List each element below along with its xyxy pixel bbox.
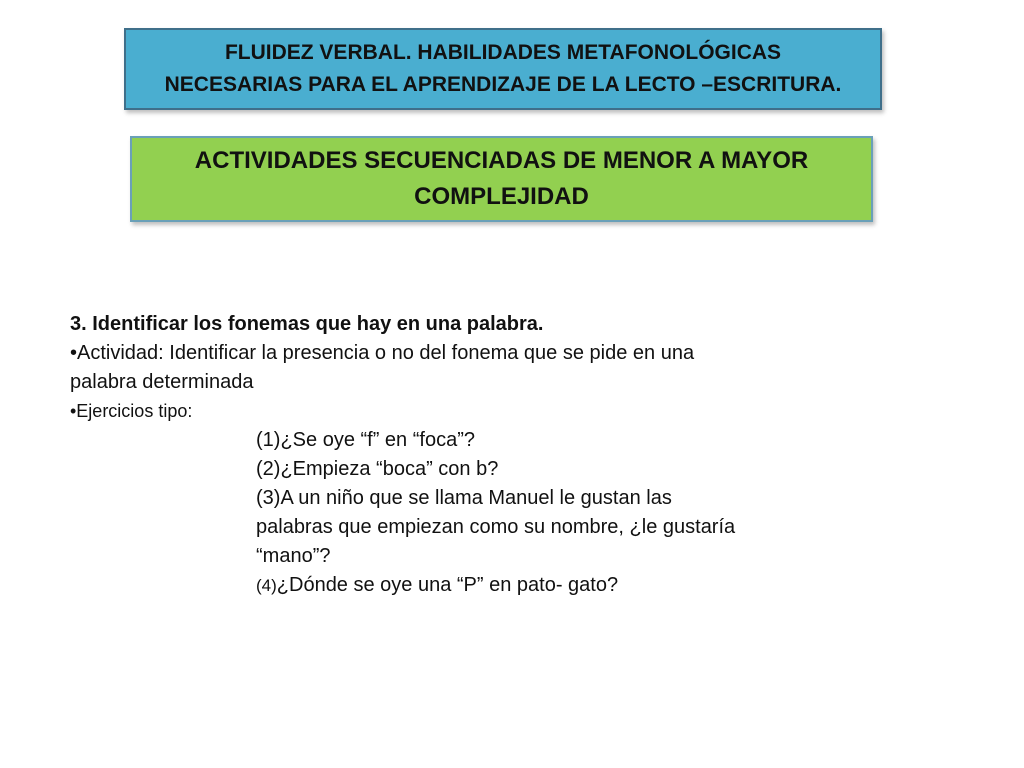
exercise-text: ¿Dónde se oye una “P” en pato- gato?: [276, 574, 619, 596]
exercise-item-3-cont: [256, 513, 900, 542]
exercise-item-3: [256, 484, 900, 513]
exercise-text: A un niño que se llama Manuel le gustan las: [280, 487, 672, 509]
exercise-text: “mano”?: [256, 545, 331, 567]
content-body: [70, 310, 900, 600]
section-heading: 3. Identificar los fonemas que hay en una palabra.: [70, 313, 544, 335]
exercise-text: ¿Empieza “boca” con b?: [280, 458, 499, 480]
exercise-text: ¿Se oye “f” en “foca”?: [280, 429, 475, 451]
subtitle-banner: [130, 136, 873, 222]
title-line-1: FLUIDEZ VERBAL. HABILIDADES METAFONOLÓGICAS: [224, 41, 782, 64]
exercise-list: [256, 426, 900, 600]
exercise-item-1: [256, 426, 900, 455]
title-line-2: NECESARIAS PARA EL APRENDIZAJE DE LA LECTO –ESCRITURA.: [164, 73, 842, 96]
subtitle-line-2: COMPLEJIDAD: [414, 183, 589, 210]
activity-line-2: palabra determinada: [70, 371, 254, 393]
exercise-number: (1): [256, 429, 281, 451]
title-banner: [124, 28, 882, 110]
exercise-number: (2): [256, 458, 281, 480]
activity-line-1: •Actividad: Identificar la presencia o no del fonema que se pide en una: [70, 342, 695, 364]
exercise-item-4: [256, 571, 900, 600]
exercise-number: (4): [256, 576, 277, 595]
exercise-item-2: [256, 455, 900, 484]
subtitle-line-1: ACTIVIDADES SECUENCIADAS DE MENOR A MAYOR: [194, 147, 809, 174]
exercises-label: •Ejercicios tipo:: [70, 401, 193, 421]
exercise-text: palabras que empiezan como su nombre, ¿le gustaría: [256, 516, 736, 538]
exercise-number: (3): [256, 487, 281, 509]
exercise-item-3-cont-2: [256, 542, 900, 571]
